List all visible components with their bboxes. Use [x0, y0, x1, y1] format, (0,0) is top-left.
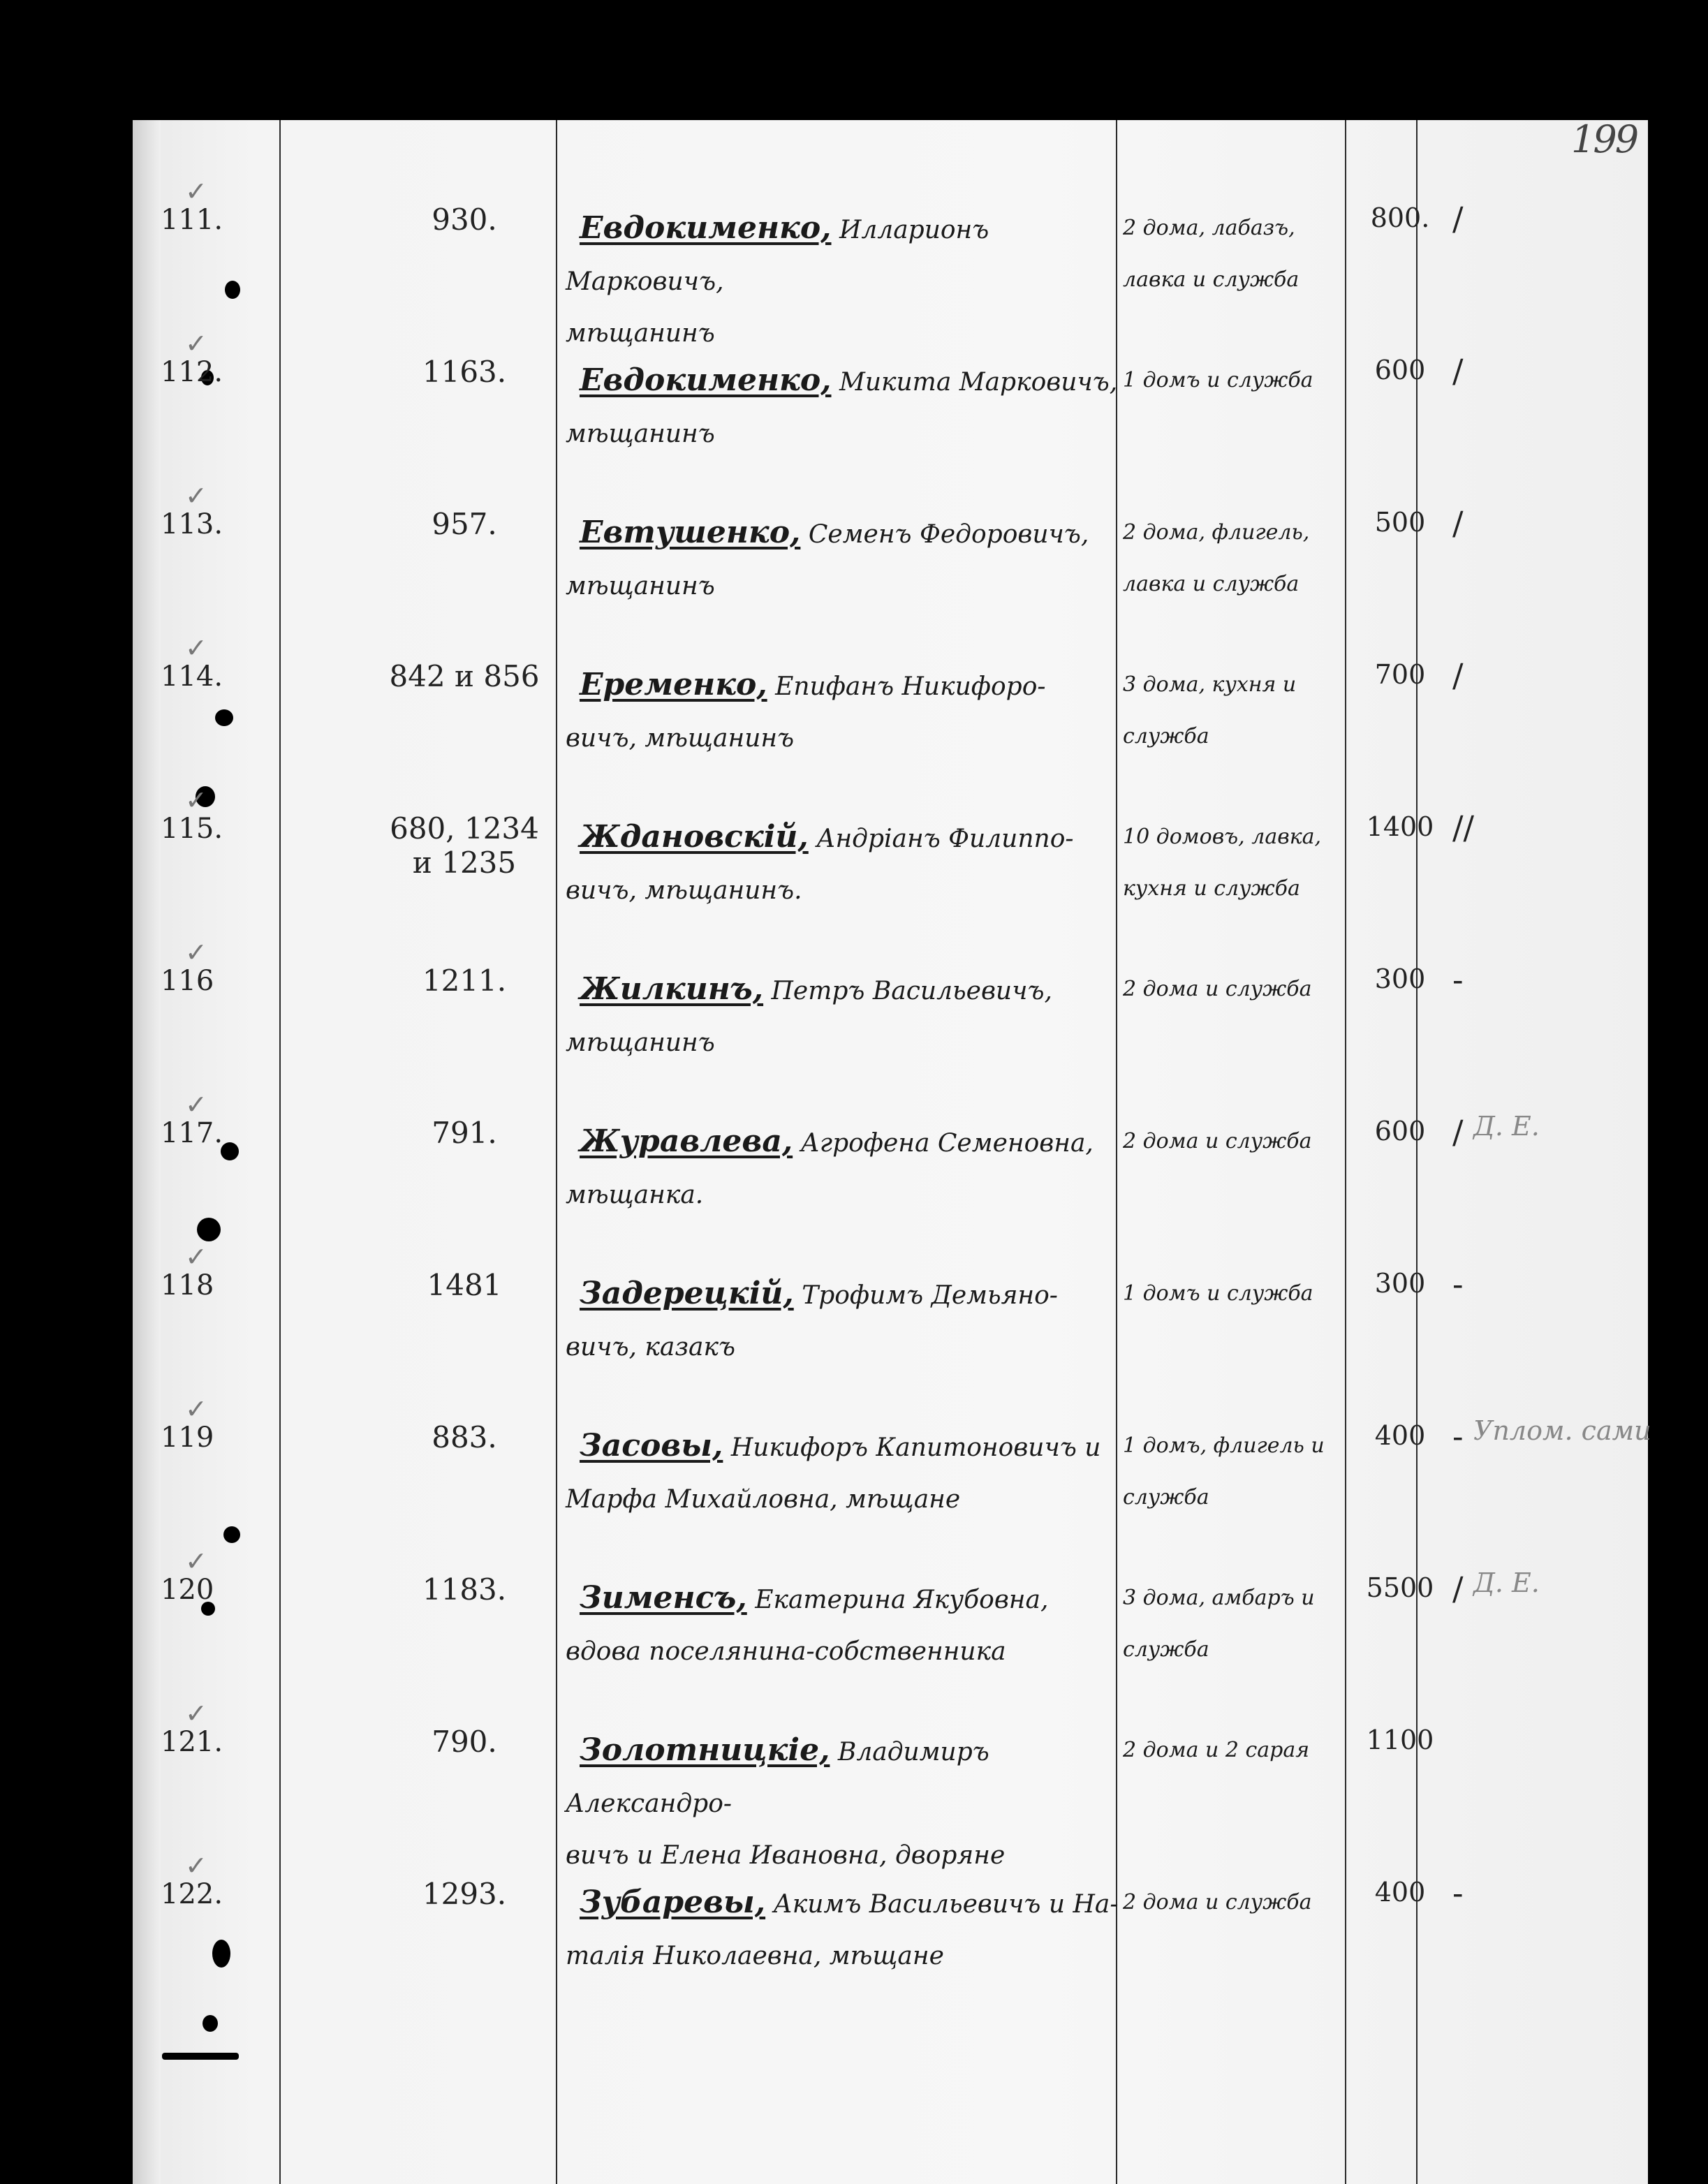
register-row — [0, 176, 1708, 349]
property-description: 2 дома и служба — [1123, 1129, 1312, 1153]
owner-line-2: вичъ, мѣщанинъ. — [566, 876, 802, 905]
register-row — [0, 328, 1708, 501]
owner-line-2: талія Николаевна, мѣщане — [566, 1942, 944, 1970]
check-mark-icon: ✓ — [185, 1698, 207, 1729]
check-mark-icon: ✓ — [185, 785, 207, 816]
register-row — [0, 1698, 1708, 1871]
owner-cell — [566, 1572, 1138, 1678]
owner-given-name: Андріанъ Филиппо- — [816, 825, 1074, 853]
owner-cell — [566, 507, 1138, 612]
owner-given-name: Акимъ Васильевичъ и На- — [773, 1890, 1119, 1919]
owner-line-2: вичъ, мѣщанинъ — [566, 724, 795, 753]
owner-line-2: мѣщанинъ — [566, 319, 715, 348]
property-description: 1 домъ, флигель и служба — [1123, 1433, 1325, 1510]
plot-number: 1183. — [422, 1572, 507, 1607]
owner-given-name: Никифоръ Капитоновичъ и — [730, 1433, 1101, 1462]
owner-line-2: мѣщанинъ — [566, 1028, 715, 1057]
owner-line-2: мѣщанка. — [566, 1181, 704, 1209]
owner-cell — [566, 355, 1138, 460]
property-description: 2 дома, лабазъ, лавка и служба — [1123, 216, 1300, 292]
owner-surname: Жилкинъ, — [580, 971, 764, 1007]
entry-number: 115. — [161, 813, 223, 845]
assessed-value: 500 — [1374, 507, 1426, 538]
check-mark-icon: ✓ — [185, 937, 207, 968]
owner-line-2: мѣщанинъ — [566, 572, 715, 600]
owner-cell — [566, 1877, 1138, 1982]
register-row — [0, 480, 1708, 654]
owner-given-name: Екатерина Якубовна, — [755, 1586, 1049, 1614]
owner-surname: Золотницкіе, — [580, 1732, 830, 1768]
check-mark-icon: ✓ — [185, 1546, 207, 1577]
owner-line-1 — [566, 964, 1138, 1017]
owner-line-1 — [566, 355, 1138, 408]
tally-mark: / — [1452, 504, 1464, 542]
property-description: 3 дома, кухня и служба — [1123, 672, 1297, 748]
owner-line-2: Марфа Михайловна, мѣщане — [566, 1485, 961, 1514]
owner-line-1 — [566, 202, 1138, 308]
owner-cell — [566, 811, 1138, 917]
entry-number: 111. — [161, 204, 223, 236]
owner-cell — [566, 964, 1138, 1069]
tally-mark: / — [1452, 200, 1464, 237]
assessed-value: 800. — [1370, 202, 1430, 233]
owner-surname: Задерецкій, — [580, 1276, 794, 1311]
entry-number: 114. — [161, 661, 223, 693]
owner-line-1 — [566, 1420, 1138, 1474]
margin-note: Д. Е. — [1473, 1111, 1540, 1142]
register-row — [0, 1546, 1708, 1719]
owner-given-name: Семенъ Федоровичъ, — [808, 520, 1089, 549]
punch-hole — [162, 2053, 239, 2060]
assessed-value: 5500 — [1366, 1572, 1434, 1603]
owner-surname: Еременко, — [580, 667, 767, 702]
owner-cell — [566, 1268, 1138, 1373]
tally-mark: / — [1452, 656, 1464, 694]
property-description: 2 дома, флигель, лавка и служба — [1123, 520, 1310, 596]
check-mark-icon: ✓ — [185, 1241, 207, 1272]
property-description: 2 дома и служба — [1123, 1890, 1312, 1914]
owner-line-1 — [566, 811, 1138, 865]
check-mark-icon: ✓ — [185, 480, 207, 511]
tally-mark: - — [1452, 1417, 1464, 1455]
owner-line-1 — [566, 1877, 1138, 1931]
owner-surname: Зименсъ, — [580, 1580, 747, 1616]
property-description: 10 домовъ, лавка, кухня и служба — [1123, 825, 1322, 901]
plot-number: 930. — [432, 202, 497, 237]
owner-surname: Евдокименко, — [580, 210, 832, 246]
check-mark-icon: ✓ — [185, 1394, 207, 1424]
entry-number: 121. — [161, 1726, 223, 1758]
assessed-value: 300 — [1374, 1268, 1426, 1299]
owner-cell — [566, 1420, 1138, 1526]
owner-line-2: вдова поселянина-собственника — [566, 1637, 1006, 1666]
property-description: 2 дома и 2 сарая — [1123, 1738, 1310, 1762]
owner-given-name: Трофимъ Демьяно- — [802, 1281, 1058, 1310]
check-mark-icon: ✓ — [185, 1850, 207, 1881]
owner-line-2: мѣщанинъ — [566, 420, 715, 448]
assessed-value: 1400 — [1366, 811, 1434, 842]
page-number: 199 — [1571, 117, 1637, 161]
entry-number: 112. — [161, 356, 223, 388]
register-row — [0, 1394, 1708, 1567]
owner-line-2: вичъ, казакъ — [566, 1333, 735, 1362]
register-row — [0, 785, 1708, 958]
register-row — [0, 1089, 1708, 1262]
owner-surname: Зубаревы, — [580, 1884, 766, 1920]
entry-number: 113. — [161, 508, 223, 540]
entry-number: 118 — [161, 1269, 214, 1301]
property-description: 1 домъ и служба — [1123, 368, 1313, 392]
owner-cell — [566, 1725, 1138, 1882]
assessed-value: 600 — [1374, 1116, 1426, 1146]
owner-line-1 — [566, 1725, 1138, 1830]
owner-surname: Журавлева, — [580, 1123, 793, 1159]
plot-number: 957. — [432, 507, 497, 541]
assessed-value: 400 — [1374, 1420, 1426, 1451]
owner-line-1 — [566, 1572, 1138, 1626]
owner-given-name: Илларионъ Марковичъ, — [566, 216, 989, 296]
owner-cell — [566, 1116, 1138, 1221]
owner-surname: Евдокименко, — [580, 362, 832, 398]
plot-number: 1481 — [427, 1268, 502, 1302]
owner-cell — [566, 659, 1138, 765]
plot-number: 790. — [432, 1725, 497, 1759]
tally-mark: // — [1452, 809, 1474, 846]
owner-line-1 — [566, 659, 1138, 713]
tally-mark: - — [1452, 1874, 1464, 1912]
owner-surname: Евтушенко, — [580, 515, 801, 550]
owner-surname: Ждановскій, — [580, 819, 809, 855]
owner-given-name: Петръ Васильевичъ, — [771, 977, 1052, 1005]
tally-mark: - — [1452, 1265, 1464, 1303]
plot-number: 1163. — [422, 355, 507, 389]
assessed-value: 300 — [1374, 964, 1426, 994]
assessed-value: 1100 — [1366, 1725, 1434, 1755]
owner-given-name: Агрофена Семеновна, — [800, 1129, 1094, 1158]
entry-number: 122. — [161, 1878, 223, 1910]
plot-number: 883. — [432, 1420, 497, 1454]
entry-number: 119 — [161, 1422, 214, 1454]
tally-mark: / — [1452, 1113, 1464, 1151]
owner-cell — [566, 202, 1138, 360]
margin-note: Уплом. сами — [1473, 1415, 1651, 1446]
owner-line-1 — [566, 1268, 1138, 1322]
owner-surname: Засовы, — [580, 1428, 723, 1463]
owner-line-1 — [566, 507, 1138, 561]
assessed-value: 400 — [1374, 1877, 1426, 1908]
assessed-value: 600 — [1374, 355, 1426, 385]
register-row — [0, 1241, 1708, 1415]
check-mark-icon: ✓ — [185, 176, 207, 207]
owner-line-2: вичъ и Елена Ивановна, дворяне — [566, 1841, 1006, 1870]
register-row — [0, 633, 1708, 806]
check-mark-icon: ✓ — [185, 1089, 207, 1120]
plot-number: 1211. — [422, 964, 507, 998]
plot-number: 1293. — [422, 1877, 507, 1911]
owner-given-name: Микита Марковичъ, — [839, 368, 1118, 397]
check-mark-icon: ✓ — [185, 633, 207, 663]
tally-mark: / — [1452, 352, 1464, 390]
tally-mark: - — [1452, 961, 1464, 998]
owner-given-name: Владимиръ Александро- — [566, 1738, 989, 1818]
owner-line-1 — [566, 1116, 1138, 1170]
check-mark-icon: ✓ — [185, 328, 207, 359]
margin-note: Д. Е. — [1473, 1567, 1540, 1598]
property-description: 2 дома и служба — [1123, 977, 1312, 1001]
plot-number: 842 и 856 — [389, 659, 540, 693]
plot-number: 791. — [432, 1116, 497, 1150]
entry-number: 120 — [161, 1574, 214, 1606]
owner-given-name: Епифанъ Никифоро- — [775, 672, 1046, 701]
entry-number: 117. — [161, 1117, 223, 1149]
register-row — [0, 937, 1708, 1110]
entry-number: 116 — [161, 965, 214, 997]
assessed-value: 700 — [1374, 659, 1426, 690]
property-description: 3 дома, амбаръ и служба — [1123, 1586, 1315, 1662]
plot-number: 680, 1234 и 1235 — [390, 811, 539, 880]
tally-mark: / — [1452, 1570, 1464, 1607]
property-description: 1 домъ и служба — [1123, 1281, 1313, 1306]
